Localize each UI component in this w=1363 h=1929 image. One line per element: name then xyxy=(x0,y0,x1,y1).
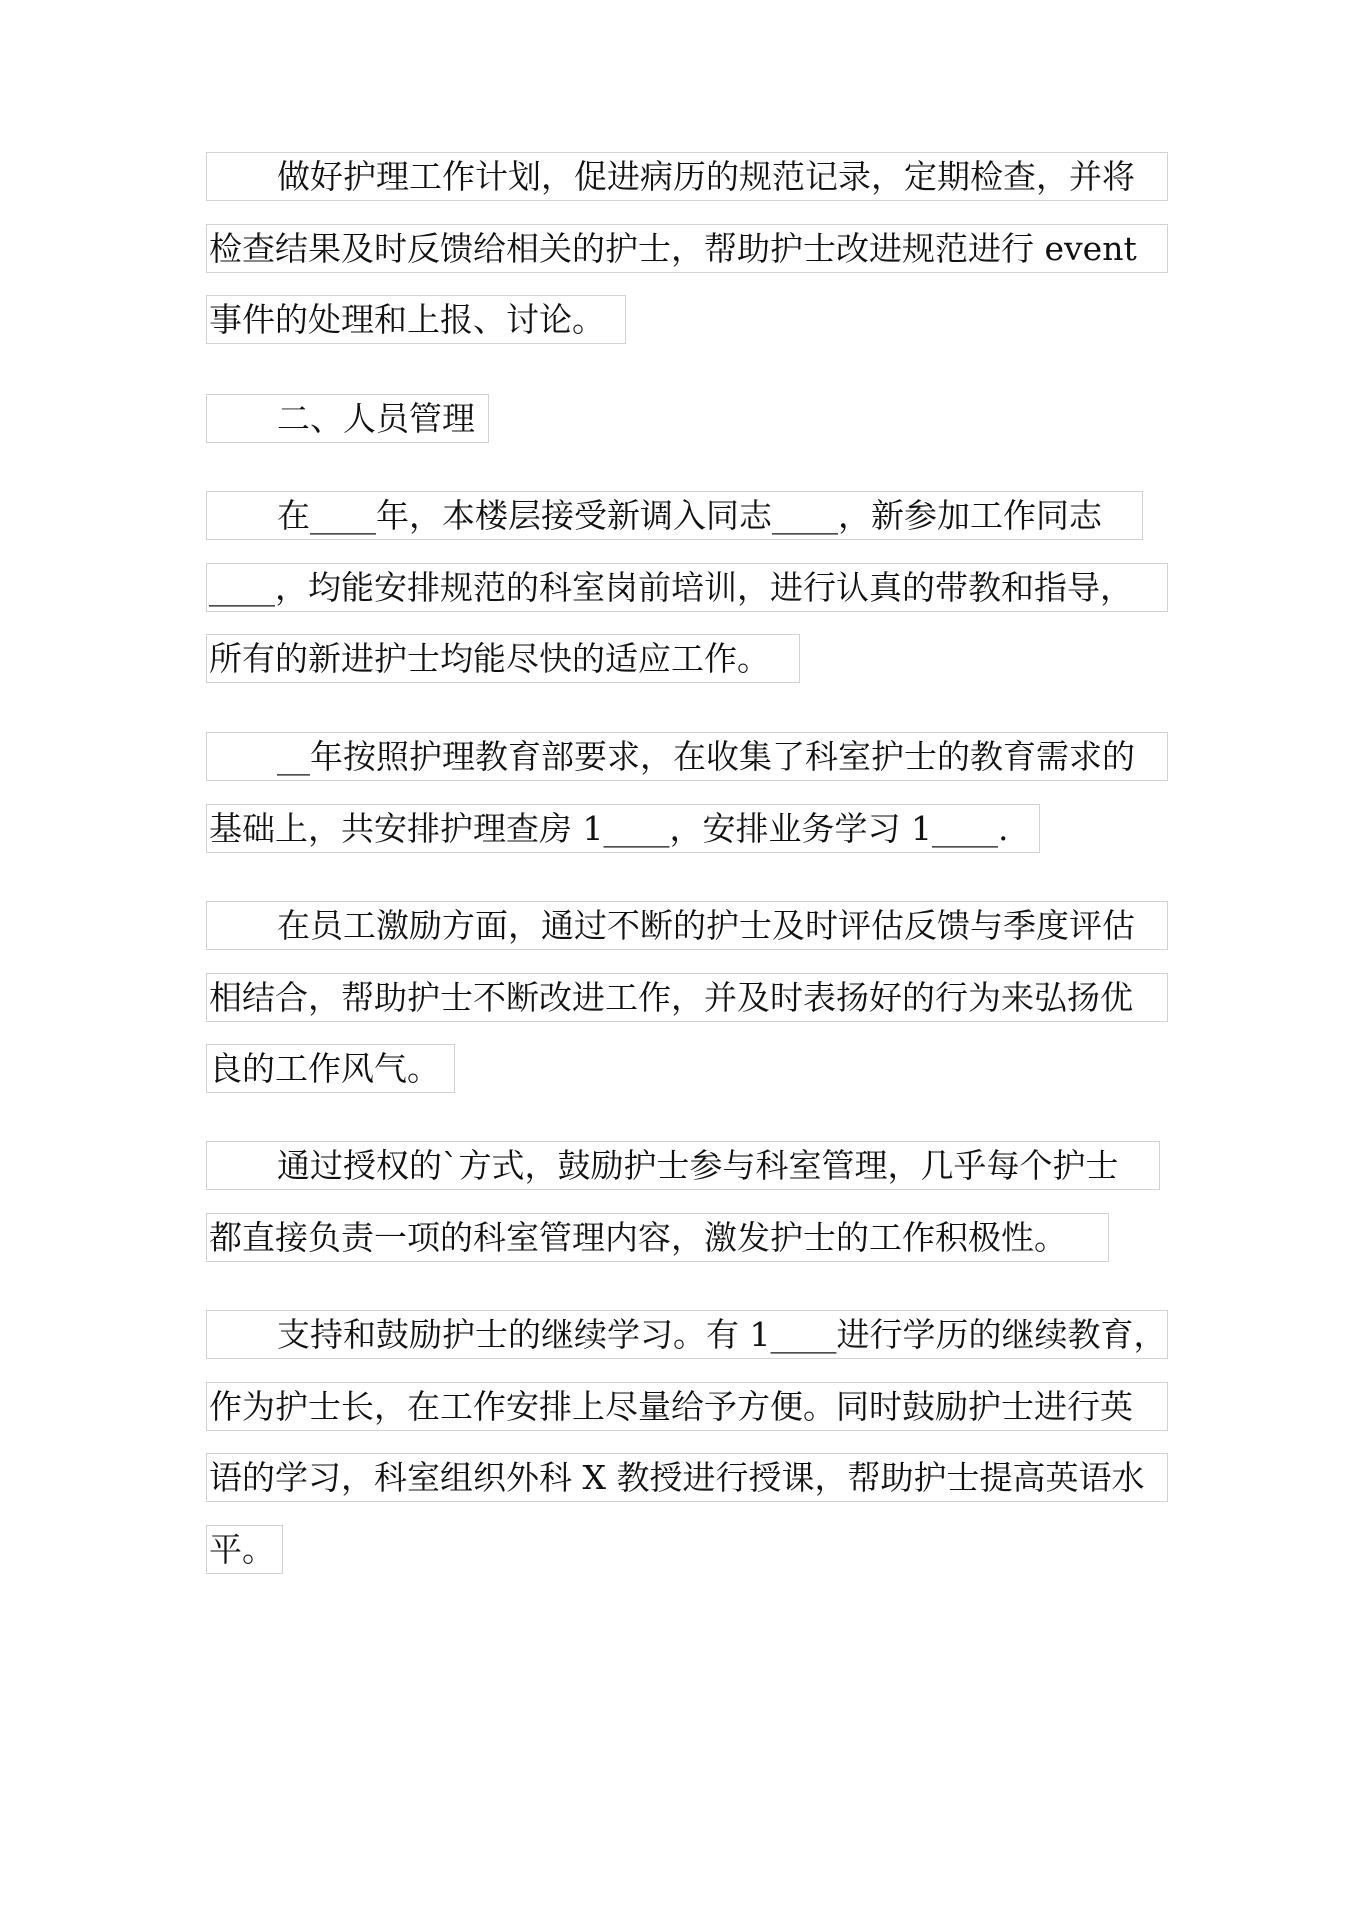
paragraph-3-line-1: __年按照护理教育部要求，在收集了科室护士的教育需求的 xyxy=(206,732,1168,781)
paragraph-1-line-2: 检查结果及时反馈给相关的护士，帮助护士改进规范进行 event xyxy=(206,224,1168,273)
paragraph-4-line-1: 在员工激励方面，通过不断的护士及时评估反馈与季度评估 xyxy=(206,901,1168,950)
paragraph-2-line-3: 所有的新进护士均能尽快的适应工作。 xyxy=(206,634,800,683)
paragraph-6-line-1: 支持和鼓励护士的继续学习。有 1____进行学历的继续教育， xyxy=(206,1310,1168,1359)
paragraph-4-line-3: 良的工作风气。 xyxy=(206,1044,455,1093)
paragraph-5-line-2: 都直接负责一项的科室管理内容，激发护士的工作积极性。 xyxy=(206,1213,1109,1262)
paragraph-6-line-2: 作为护士长，在工作安排上尽量给予方便。同时鼓励护士进行英 xyxy=(206,1382,1168,1431)
paragraph-2-line-1: 在____年，本楼层接受新调入同志____，新参加工作同志 xyxy=(206,491,1143,540)
paragraph-5-line-1: 通过授权的`方式，鼓励护士参与科室管理，几乎每个护士 xyxy=(206,1141,1160,1190)
paragraph-2-line-2: ____，均能安排规范的科室岗前培训，进行认真的带教和指导， xyxy=(206,563,1168,612)
paragraph-6-line-4: 平。 xyxy=(206,1525,283,1574)
paragraph-3-line-2: 基础上，共安排护理查房 1____，安排业务学习 1____. xyxy=(206,804,1040,853)
paragraph-1-line-1: 做好护理工作计划，促进病历的规范记录，定期检查，并将 xyxy=(206,152,1168,201)
section-heading: 二、人员管理 xyxy=(206,394,489,443)
paragraph-6-line-3: 语的学习，科室组织外科 X 教授进行授课，帮助护士提高英语水 xyxy=(206,1453,1168,1502)
paragraph-1-line-3: 事件的处理和上报、讨论。 xyxy=(206,295,626,344)
paragraph-4-line-2: 相结合，帮助护士不断改进工作，并及时表扬好的行为来弘扬优 xyxy=(206,973,1168,1022)
